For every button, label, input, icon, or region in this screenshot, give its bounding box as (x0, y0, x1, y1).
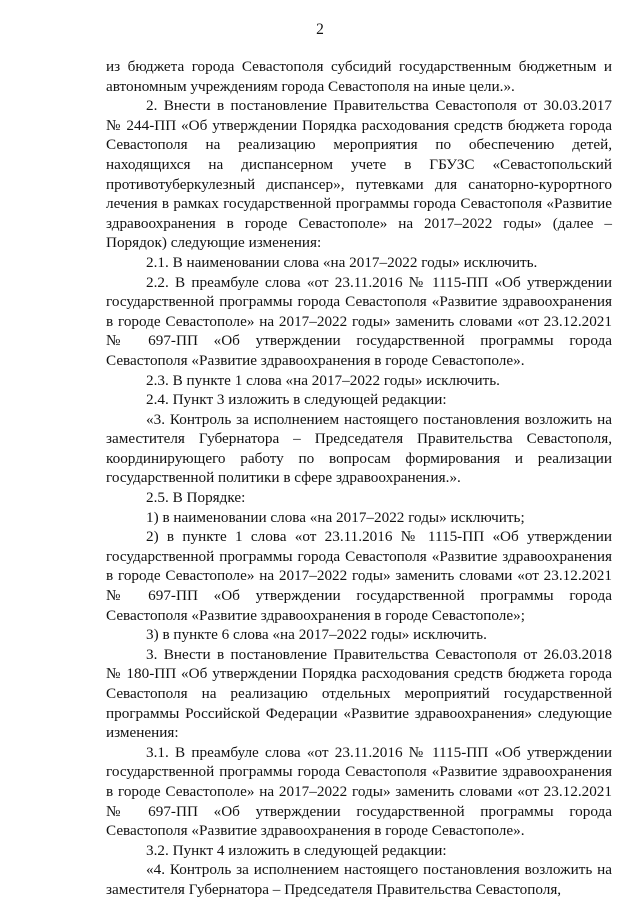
paragraph-9: 1) в наименовании слова «на 2017–2022 годы» исключить; (146, 508, 525, 526)
paragraph-2: 2. Внести в постановление Правительства Севастополя от 30.03.2017 № 244-ПП «Об утверждении Порядка расходования средств бюджета города Севастополя на реализацию мероприятия по обеспечению детей, находящихся на диспансерном учете в ГБУЗС «Севастопольский противотуберкулезный диспансер», путевками для санаторно-курортного лечения в рамках государственной программы города Севастополя «Развитие здравоохранения в городе Севастополе» на 2017–2022 годы» (далее – Порядок) следующие изменения: (106, 97, 612, 252)
paragraph-1: из бюджета города Севастополя субсидий государственным бюджетным и автономным учреждениям города Севастополя на иные цели.». (106, 58, 612, 95)
paragraph-11: 3) в пункте 6 слова «на 2017–2022 годы» исключить. (146, 626, 487, 644)
paragraph-13: 3.1. В преамбуле слова «от 23.11.2016 № 1115-ПП «Об утверждении государственной программы города Севастополя «Развитие здравоохранения в городе Севастополе» на 2017–2022 годы» заменить словами «от 23.12.2021 № 697-ПП «Об утверждении государственной программы города Севастополя «Развитие здравоохранения в городе Севастополе». (106, 743, 612, 840)
paragraph-5: 2.3. В пункте 1 слова «на 2017–2022 годы» исключить. (146, 371, 500, 389)
paragraph-10: 2) в пункте 1 слова «от 23.11.2016 № 1115-ПП «Об утверждении государственной программы города Севастополя «Развитие здравоохранения в городе Севастополе» на 2017–2022 годы» заменить словами «от 23.12.2021 № 697-ПП «Об утверждении государственной программы города Севастополя «Развитие здравоохранения в городе Севастополе»; (106, 528, 612, 624)
paragraph-3: 2.1. В наименовании слова «на 2017–2022 годы» исключить. (146, 253, 538, 271)
paragraph-15: «4. Контроль за исполнением настоящего постановления возложить на заместителя Губернатора – Председателя Правительства Севастополя, (106, 861, 612, 898)
document-body (106, 57, 612, 900)
paragraph-4: 2.2. В преамбуле слова «от 23.11.2016 № 1115-ПП «Об утверждении государственной программы города Севастополя «Развитие здравоохранения в городе Севастополе» на 2017–2022 годы» заменить словами «от 23.12.2021 № 697-ПП «Об утверждении государственной программы города Севастополя «Развитие здравоохранения в городе Севастополе». (106, 273, 612, 369)
paragraph-7: «3. Контроль за исполнением настоящего постановления возложить на заместителя Губернатора – Председателя Правительства Севастополя, координирующего работу по вопросам формирования и реализации государственной политики в сфере здравоохранения.». (106, 410, 612, 487)
paragraph-8: 2.5. В Порядке: (146, 489, 246, 507)
paragraph-6: 2.4. Пункт 3 изложить в следующей редакции: (146, 391, 447, 409)
page-number: 2 (316, 21, 324, 38)
paragraph-12: 3. Внести в постановление Правительства Севастополя от 26.03.2018 № 180-ПП «Об утверждении Порядка расходования средств бюджета города Севастополя на реализацию отдельных мероприятий государственной программы Российской Федерации «Развитие здравоохранения» следующие изменения: (106, 645, 612, 742)
paragraph-14: 3.2. Пункт 4 изложить в следующей редакции: (146, 841, 447, 859)
